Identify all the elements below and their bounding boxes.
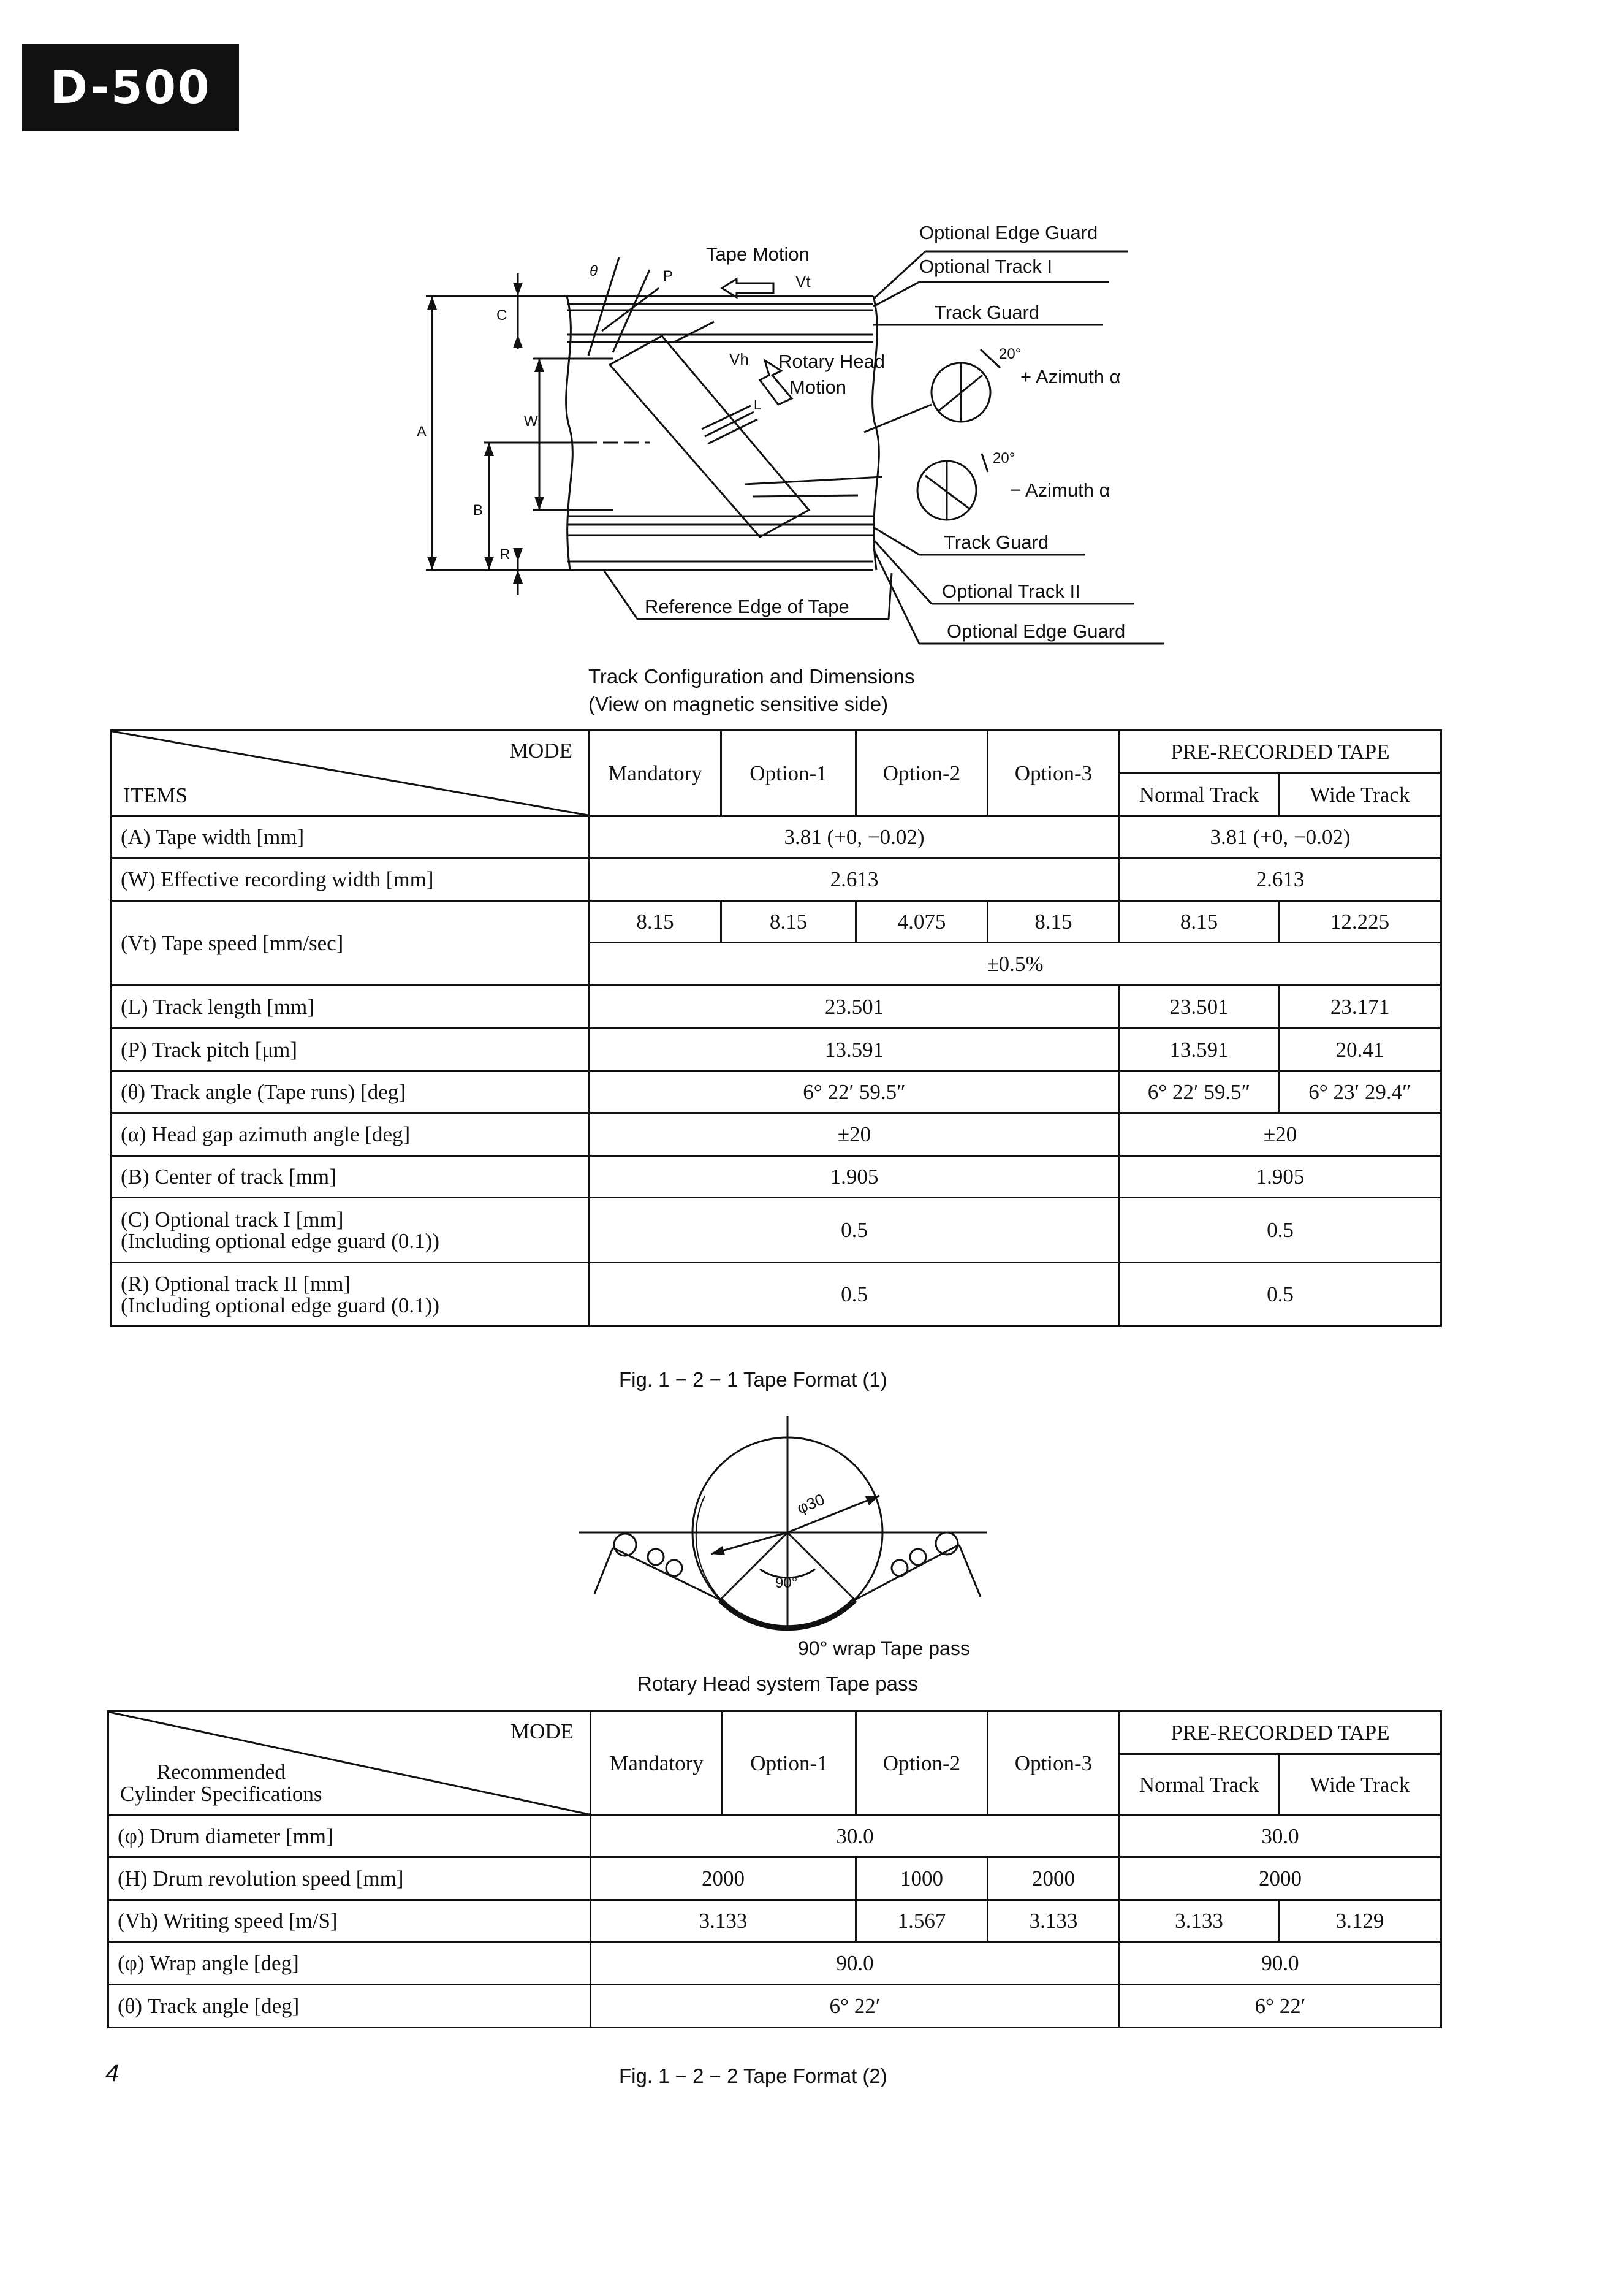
table2-col-option3: Option-3 — [988, 1711, 1120, 1816]
table2-col-mandatory: Mandatory — [591, 1711, 723, 1816]
drum-diameter-label: φ30 — [794, 1490, 827, 1518]
figure1-caption: Fig. 1 − 2 − 1 Tape Format (1) — [619, 1368, 887, 1391]
dim-l-label: L — [754, 397, 762, 413]
figure2-table-caption: Fig. 1 − 2 − 2 Tape Format (2) — [619, 2065, 887, 2087]
optional-edge-guard-top-label: Optional Edge Guard — [919, 222, 1098, 243]
minus-azimuth-label: − Azimuth α — [1010, 479, 1110, 501]
dim-b-label: B — [473, 502, 484, 519]
table-row: (P) Track pitch [μm] 13.591 13.591 20.41 — [112, 1029, 1441, 1071]
table2-col-option2: Option-2 — [856, 1711, 988, 1816]
table1-items-label: ITEMS — [123, 783, 188, 807]
table2-corner-header — [108, 1711, 591, 1816]
plus-azimuth-label: + Azimuth α — [1020, 366, 1121, 387]
vh-label: Vh — [729, 350, 749, 368]
table-row: (φ) Drum diameter [mm] 30.0 30.0 — [108, 1816, 1441, 1857]
dim-p-label: P — [663, 268, 674, 284]
table1-pre-recorded-header: PRE-RECORDED TAPE — [1120, 731, 1441, 774]
table-row: (B) Center of track [mm] 1.905 1.905 — [112, 1156, 1441, 1198]
optional-track-1-label: Optional Track I — [919, 256, 1053, 277]
table1-corner-header — [112, 731, 590, 816]
track-guard-top-label: Track Guard — [935, 302, 1040, 323]
angle-20-bottom-label: 20° — [993, 450, 1015, 466]
table1-mode-label: MODE — [509, 739, 572, 763]
track-guard-bottom-label: Track Guard — [944, 531, 1049, 553]
rotary-head-drum-diagram — [0, 1410, 1624, 1686]
table1-wide-track-header: Wide Track — [1279, 774, 1441, 816]
table-row: (L) Track length [mm] 23.501 23.501 23.171 — [112, 986, 1441, 1029]
table-row: (Vh) Writing speed [m/S] 3.133 1.567 3.133 3.133 3.129 — [108, 1900, 1441, 1942]
dim-r-label: R — [499, 546, 510, 563]
vt-label: Vt — [795, 272, 811, 291]
table1-col-option1: Option-1 — [721, 731, 856, 816]
table-row: (θ) Track angle [deg] 6° 22′ 6° 22′ — [108, 1985, 1441, 2028]
table2-items-label-2: Cylinder Specifications — [120, 1782, 322, 1806]
dim-a-label: A — [417, 424, 427, 440]
model-badge: D-500 — [22, 44, 239, 131]
tape-motion-label: Tape Motion — [706, 243, 810, 265]
table2-normal-track-header: Normal Track — [1120, 1754, 1279, 1816]
table-row: (θ) Track angle (Tape runs) [deg] 6° 22′ 59.5″ 6° 22′ 59.5″ 6° 23′ 29.4″ — [112, 1071, 1441, 1113]
table1-normal-track-header: Normal Track — [1120, 774, 1279, 816]
table-row: (φ) Wrap angle [deg] 90.0 90.0 — [108, 1942, 1441, 1985]
optional-track-2-label: Optional Track II — [942, 580, 1080, 602]
angle-20-top-label: 20° — [999, 346, 1022, 362]
motion-label: Motion — [789, 376, 847, 398]
rotary-head-label: Rotary Head — [778, 351, 886, 372]
table1-col-option3: Option-3 — [988, 731, 1120, 816]
table2-items-label-1: Recommended — [156, 1759, 286, 1784]
table-row: (H) Drum revolution speed [mm] 2000 1000 2000 2000 — [108, 1857, 1441, 1900]
table1-col-option2: Option-2 — [856, 731, 988, 816]
wrap-angle-label: 90° — [775, 1575, 798, 1591]
table-row: (Vt) Tape speed [mm/sec] 8.15 8.15 4.075 8.15 8.15 12.225 — [112, 901, 1441, 943]
tape-format-table-1 — [110, 729, 1442, 1327]
tape-format-table-2 — [107, 1710, 1442, 2028]
table2-mode-label: MODE — [510, 1719, 574, 1743]
table-row: (α) Head gap azimuth angle [deg] ±20 ±20 — [112, 1113, 1441, 1156]
track-configuration-diagram — [0, 202, 1624, 668]
dim-c-label: C — [496, 307, 507, 324]
table-row: (W) Effective recording width [mm] 2.613 2.613 — [112, 858, 1441, 901]
reference-edge-label: Reference Edge of Tape — [645, 596, 849, 617]
optional-edge-guard-bottom-label: Optional Edge Guard — [947, 620, 1126, 642]
tape-speed-tolerance: ±0.5% — [590, 943, 1441, 986]
page-number: 4 — [105, 2060, 120, 2087]
table-row: (C) Optional track I [mm] (Including optional edge guard (0.1)) 0.5 0.5 — [112, 1198, 1441, 1263]
table2-pre-recorded-header: PRE-RECORDED TAPE — [1120, 1711, 1441, 1754]
table1-col-mandatory: Mandatory — [590, 731, 721, 816]
wrap-tape-pass-label: 90° wrap Tape pass — [798, 1637, 970, 1659]
table2-wide-track-header: Wide Track — [1279, 1754, 1441, 1816]
table2-col-option1: Option-1 — [723, 1711, 856, 1816]
figure1-caption-line2: (View on magnetic sensitive side) — [588, 693, 889, 715]
table-row: (A) Tape width [mm] 3.81 (+0, −0.02) 3.81 (+0, −0.02) — [112, 816, 1441, 858]
figure2-caption: Rotary Head system Tape pass — [637, 1672, 918, 1695]
table-row: (R) Optional track II [mm] (Including optional edge guard (0.1)) 0.5 0.5 — [112, 1263, 1441, 1326]
dim-theta-label: θ — [590, 263, 598, 280]
figure1-caption-line1: Track Configuration and Dimensions — [588, 665, 915, 688]
dim-w-label: W — [524, 413, 538, 430]
